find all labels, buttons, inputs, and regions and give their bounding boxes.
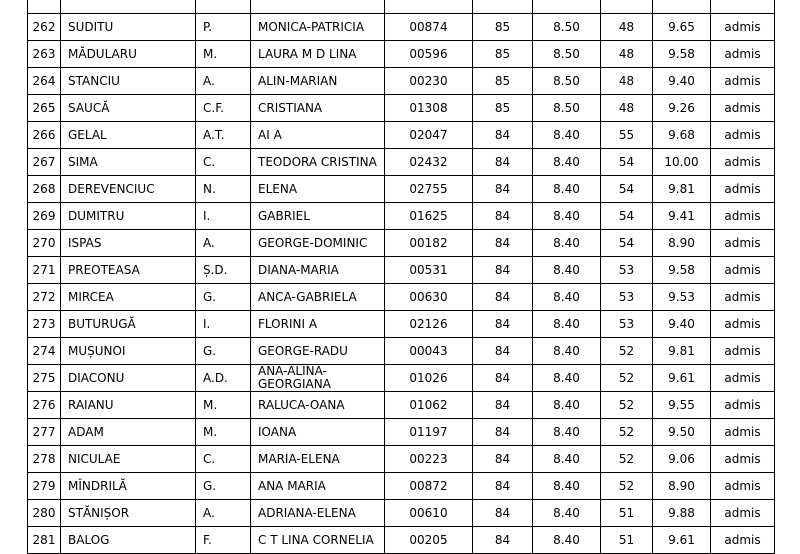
admission-status-cell: admis xyxy=(711,230,775,257)
candidate-code-cell: 01026 xyxy=(385,365,473,392)
initials-cell: A. xyxy=(196,230,251,257)
first-name-cell: ANA-ALINA-GEORGIANA xyxy=(251,365,385,392)
admission-status-cell: admis xyxy=(711,338,775,365)
score-grade-cell: 8.40 xyxy=(533,149,601,176)
table-row xyxy=(28,176,775,203)
candidate-code-cell: 02126 xyxy=(385,311,473,338)
first-name-cell: MARIA-ELENA xyxy=(251,446,385,473)
score-points-cell: 84 xyxy=(473,149,533,176)
average-grade-cell xyxy=(653,0,711,14)
secondary-score-cell: 52 xyxy=(601,473,653,500)
table-row xyxy=(28,68,775,95)
table-row xyxy=(28,338,775,365)
secondary-score-cell: 52 xyxy=(601,392,653,419)
last-name-cell: STANCIU xyxy=(61,68,196,95)
candidate-code-cell: 01625 xyxy=(385,203,473,230)
secondary-score-cell: 53 xyxy=(601,284,653,311)
table-row xyxy=(28,311,775,338)
secondary-score-cell: 54 xyxy=(601,149,653,176)
score-points-cell: 84 xyxy=(473,257,533,284)
admission-status-cell: admis xyxy=(711,122,775,149)
initials-cell: A.T. xyxy=(196,122,251,149)
score-points-cell: 84 xyxy=(473,122,533,149)
candidate-code-cell: 01062 xyxy=(385,392,473,419)
score-grade-cell: 8.40 xyxy=(533,365,601,392)
last-name-cell: NICULAE xyxy=(61,446,196,473)
score-grade-cell: 8.40 xyxy=(533,473,601,500)
row-number-cell: 278 xyxy=(28,446,61,473)
first-name-cell: CRISTIANA xyxy=(251,95,385,122)
score-points-cell: 84 xyxy=(473,365,533,392)
first-name-cell: ADRIANA-ELENA xyxy=(251,500,385,527)
last-name-cell: ADAM xyxy=(61,419,196,446)
score-grade-cell: 8.50 xyxy=(533,95,601,122)
score-points-cell: 84 xyxy=(473,392,533,419)
score-points-cell: 84 xyxy=(473,419,533,446)
row-number-cell: 274 xyxy=(28,338,61,365)
average-grade-cell: 9.40 xyxy=(653,68,711,95)
admission-status-cell: admis xyxy=(711,473,775,500)
secondary-score-cell: 48 xyxy=(601,41,653,68)
first-name-cell: GEORGE-RADU xyxy=(251,338,385,365)
average-grade-cell: 9.81 xyxy=(653,176,711,203)
table-row xyxy=(28,392,775,419)
row-number-cell: 277 xyxy=(28,419,61,446)
row-number-cell: 264 xyxy=(28,68,61,95)
score-points-cell: 84 xyxy=(473,203,533,230)
initials-cell: Ș.D. xyxy=(196,257,251,284)
table-row xyxy=(28,365,775,392)
last-name-cell: SUDITU xyxy=(61,14,196,41)
row-number-cell: 279 xyxy=(28,473,61,500)
table-row xyxy=(28,122,775,149)
initials-cell: M. xyxy=(196,41,251,68)
score-points-cell: 85 xyxy=(473,14,533,41)
average-grade-cell: 9.61 xyxy=(653,365,711,392)
score-grade-cell: 8.40 xyxy=(533,284,601,311)
initials-cell: A.D. xyxy=(196,365,251,392)
score-points-cell: 84 xyxy=(473,284,533,311)
score-points-cell: 85 xyxy=(473,41,533,68)
initials-cell: C.F. xyxy=(196,95,251,122)
score-grade-cell: 8.50 xyxy=(533,41,601,68)
first-name-cell: C T LINA CORNELIA xyxy=(251,527,385,554)
admission-status-cell: admis xyxy=(711,176,775,203)
average-grade-cell: 10.00 xyxy=(653,149,711,176)
row-number-cell: 275 xyxy=(28,365,61,392)
row-number-cell: 263 xyxy=(28,41,61,68)
secondary-score-cell: 54 xyxy=(601,176,653,203)
candidate-code-cell: 02047 xyxy=(385,122,473,149)
secondary-score-cell: 48 xyxy=(601,14,653,41)
score-points-cell: 84 xyxy=(473,338,533,365)
candidate-code-cell: 00043 xyxy=(385,338,473,365)
row-number-cell: 270 xyxy=(28,230,61,257)
last-name-cell: RAIANU xyxy=(61,392,196,419)
score-grade-cell: 8.40 xyxy=(533,230,601,257)
first-name-cell: ELENA xyxy=(251,176,385,203)
first-name-cell: FLORINI A xyxy=(251,311,385,338)
first-name-cell: DIANA-MARIA xyxy=(251,257,385,284)
candidate-code-cell: 00531 xyxy=(385,257,473,284)
score-grade-cell: 8.40 xyxy=(533,122,601,149)
initials-cell: M. xyxy=(196,419,251,446)
last-name-cell: DEREVENCIUC xyxy=(61,176,196,203)
score-grade-cell: 8.40 xyxy=(533,176,601,203)
initials-cell: A. xyxy=(196,68,251,95)
candidate-code-cell xyxy=(385,0,473,14)
last-name-cell: DIACONU xyxy=(61,365,196,392)
average-grade-cell: 8.90 xyxy=(653,473,711,500)
score-grade-cell: 8.40 xyxy=(533,203,601,230)
candidate-code-cell: 01197 xyxy=(385,419,473,446)
average-grade-cell: 9.88 xyxy=(653,500,711,527)
initials-cell: N. xyxy=(196,176,251,203)
table-row xyxy=(28,0,775,14)
initials-cell: C. xyxy=(196,446,251,473)
last-name-cell: BUTURUGĂ xyxy=(61,311,196,338)
initials-cell: C. xyxy=(196,149,251,176)
average-grade-cell: 9.55 xyxy=(653,392,711,419)
row-number-cell: 269 xyxy=(28,203,61,230)
first-name-cell: ANA MARIA xyxy=(251,473,385,500)
admission-status-cell: admis xyxy=(711,95,775,122)
table-row xyxy=(28,284,775,311)
admission-status-cell: admis xyxy=(711,149,775,176)
initials-cell: M. xyxy=(196,392,251,419)
score-points-cell: 84 xyxy=(473,176,533,203)
row-number-cell: 268 xyxy=(28,176,61,203)
score-points-cell: 84 xyxy=(473,311,533,338)
candidate-code-cell: 00874 xyxy=(385,14,473,41)
admission-status-cell: admis xyxy=(711,257,775,284)
score-grade-cell: 8.40 xyxy=(533,527,601,554)
average-grade-cell: 9.41 xyxy=(653,203,711,230)
row-number-cell: 267 xyxy=(28,149,61,176)
candidate-code-cell: 02755 xyxy=(385,176,473,203)
row-number-cell: 280 xyxy=(28,500,61,527)
row-number-cell: 271 xyxy=(28,257,61,284)
admission-status-cell: admis xyxy=(711,68,775,95)
average-grade-cell: 9.81 xyxy=(653,338,711,365)
first-name-cell xyxy=(251,0,385,14)
average-grade-cell: 9.58 xyxy=(653,257,711,284)
table-row xyxy=(28,527,775,554)
secondary-score-cell xyxy=(601,0,653,14)
secondary-score-cell: 52 xyxy=(601,338,653,365)
row-number-cell: 265 xyxy=(28,95,61,122)
table-row xyxy=(28,14,775,41)
score-grade-cell: 8.40 xyxy=(533,419,601,446)
secondary-score-cell: 52 xyxy=(601,365,653,392)
average-grade-cell: 9.61 xyxy=(653,527,711,554)
average-grade-cell: 9.06 xyxy=(653,446,711,473)
secondary-score-cell: 53 xyxy=(601,257,653,284)
secondary-score-cell: 52 xyxy=(601,419,653,446)
initials-cell xyxy=(196,0,251,14)
admission-status-cell: admis xyxy=(711,311,775,338)
score-grade-cell: 8.40 xyxy=(533,500,601,527)
secondary-score-cell: 48 xyxy=(601,68,653,95)
initials-cell: G. xyxy=(196,473,251,500)
candidate-code-cell: 00205 xyxy=(385,527,473,554)
score-points-cell: 84 xyxy=(473,446,533,473)
last-name-cell: STĂNIȘOR xyxy=(61,500,196,527)
average-grade-cell: 9.26 xyxy=(653,95,711,122)
last-name-cell: BALOG xyxy=(61,527,196,554)
admission-status-cell: admis xyxy=(711,392,775,419)
admission-status-cell xyxy=(711,0,775,14)
average-grade-cell: 8.90 xyxy=(653,230,711,257)
first-name-cell: RALUCA-OANA xyxy=(251,392,385,419)
first-name-cell: MONICA-PATRICIA xyxy=(251,14,385,41)
secondary-score-cell: 52 xyxy=(601,446,653,473)
last-name-cell: MIRCEA xyxy=(61,284,196,311)
table-row xyxy=(28,41,775,68)
first-name-cell: GEORGE-DOMINIC xyxy=(251,230,385,257)
secondary-score-cell: 54 xyxy=(601,230,653,257)
score-points-cell xyxy=(473,0,533,14)
initials-cell: G. xyxy=(196,338,251,365)
score-points-cell: 84 xyxy=(473,500,533,527)
admission-status-cell: admis xyxy=(711,527,775,554)
last-name-cell: DUMITRU xyxy=(61,203,196,230)
score-grade-cell: 8.40 xyxy=(533,338,601,365)
score-grade-cell: 8.40 xyxy=(533,257,601,284)
score-grade-cell: 8.40 xyxy=(533,392,601,419)
average-grade-cell: 9.58 xyxy=(653,41,711,68)
score-grade-cell: 8.40 xyxy=(533,311,601,338)
first-name-cell: AI A xyxy=(251,122,385,149)
admission-status-cell: admis xyxy=(711,284,775,311)
admission-status-cell: admis xyxy=(711,365,775,392)
candidate-code-cell: 01308 xyxy=(385,95,473,122)
table-row xyxy=(28,257,775,284)
score-points-cell: 84 xyxy=(473,527,533,554)
candidate-code-cell: 00596 xyxy=(385,41,473,68)
results-table xyxy=(27,0,775,554)
table-row xyxy=(28,446,775,473)
score-grade-cell xyxy=(533,0,601,14)
secondary-score-cell: 48 xyxy=(601,95,653,122)
row-number-cell: 262 xyxy=(28,14,61,41)
last-name-cell: SIMA xyxy=(61,149,196,176)
first-name-cell: ANCA-GABRIELA xyxy=(251,284,385,311)
admission-status-cell: admis xyxy=(711,446,775,473)
first-name-cell: ALIN-MARIAN xyxy=(251,68,385,95)
secondary-score-cell: 51 xyxy=(601,500,653,527)
score-points-cell: 84 xyxy=(473,473,533,500)
candidate-code-cell: 00230 xyxy=(385,68,473,95)
average-grade-cell: 9.68 xyxy=(653,122,711,149)
first-name-cell: IOANA xyxy=(251,419,385,446)
initials-cell: A. xyxy=(196,500,251,527)
candidate-code-cell: 00223 xyxy=(385,446,473,473)
table-body xyxy=(28,0,775,554)
initials-cell: F. xyxy=(196,527,251,554)
table-row xyxy=(28,95,775,122)
candidate-code-cell: 00182 xyxy=(385,230,473,257)
row-number-cell: 276 xyxy=(28,392,61,419)
first-name-cell: LAURA M D LINA xyxy=(251,41,385,68)
initials-cell: I. xyxy=(196,203,251,230)
row-number-cell: 273 xyxy=(28,311,61,338)
last-name-cell xyxy=(61,0,196,14)
admission-status-cell: admis xyxy=(711,203,775,230)
admission-status-cell: admis xyxy=(711,500,775,527)
last-name-cell: PREOTEASA xyxy=(61,257,196,284)
secondary-score-cell: 54 xyxy=(601,203,653,230)
average-grade-cell: 9.40 xyxy=(653,311,711,338)
secondary-score-cell: 55 xyxy=(601,122,653,149)
table-row xyxy=(28,203,775,230)
candidate-code-cell: 00610 xyxy=(385,500,473,527)
first-name-cell: TEODORA CRISTINA xyxy=(251,149,385,176)
admission-status-cell: admis xyxy=(711,14,775,41)
last-name-cell: GELAL xyxy=(61,122,196,149)
score-points-cell: 85 xyxy=(473,68,533,95)
last-name-cell: MĂDULARU xyxy=(61,41,196,68)
table-row xyxy=(28,149,775,176)
score-points-cell: 85 xyxy=(473,95,533,122)
score-grade-cell: 8.50 xyxy=(533,14,601,41)
score-points-cell: 84 xyxy=(473,230,533,257)
average-grade-cell: 9.50 xyxy=(653,419,711,446)
secondary-score-cell: 51 xyxy=(601,527,653,554)
row-number-cell xyxy=(28,0,61,14)
candidate-code-cell: 00872 xyxy=(385,473,473,500)
average-grade-cell: 9.53 xyxy=(653,284,711,311)
last-name-cell: ISPAS xyxy=(61,230,196,257)
secondary-score-cell: 53 xyxy=(601,311,653,338)
score-grade-cell: 8.40 xyxy=(533,446,601,473)
candidate-code-cell: 00630 xyxy=(385,284,473,311)
score-grade-cell: 8.50 xyxy=(533,68,601,95)
table-row xyxy=(28,419,775,446)
admission-status-cell: admis xyxy=(711,419,775,446)
table-row xyxy=(28,473,775,500)
initials-cell: G. xyxy=(196,284,251,311)
initials-cell: I. xyxy=(196,311,251,338)
first-name-cell: GABRIEL xyxy=(251,203,385,230)
row-number-cell: 281 xyxy=(28,527,61,554)
average-grade-cell: 9.65 xyxy=(653,14,711,41)
initials-cell: P. xyxy=(196,14,251,41)
admission-status-cell: admis xyxy=(711,41,775,68)
last-name-cell: MÎNDRILĂ xyxy=(61,473,196,500)
row-number-cell: 266 xyxy=(28,122,61,149)
candidate-code-cell: 02432 xyxy=(385,149,473,176)
row-number-cell: 272 xyxy=(28,284,61,311)
last-name-cell: MUȘUNOI xyxy=(61,338,196,365)
last-name-cell: SAUCĂ xyxy=(61,95,196,122)
table-row xyxy=(28,230,775,257)
table-row xyxy=(28,500,775,527)
